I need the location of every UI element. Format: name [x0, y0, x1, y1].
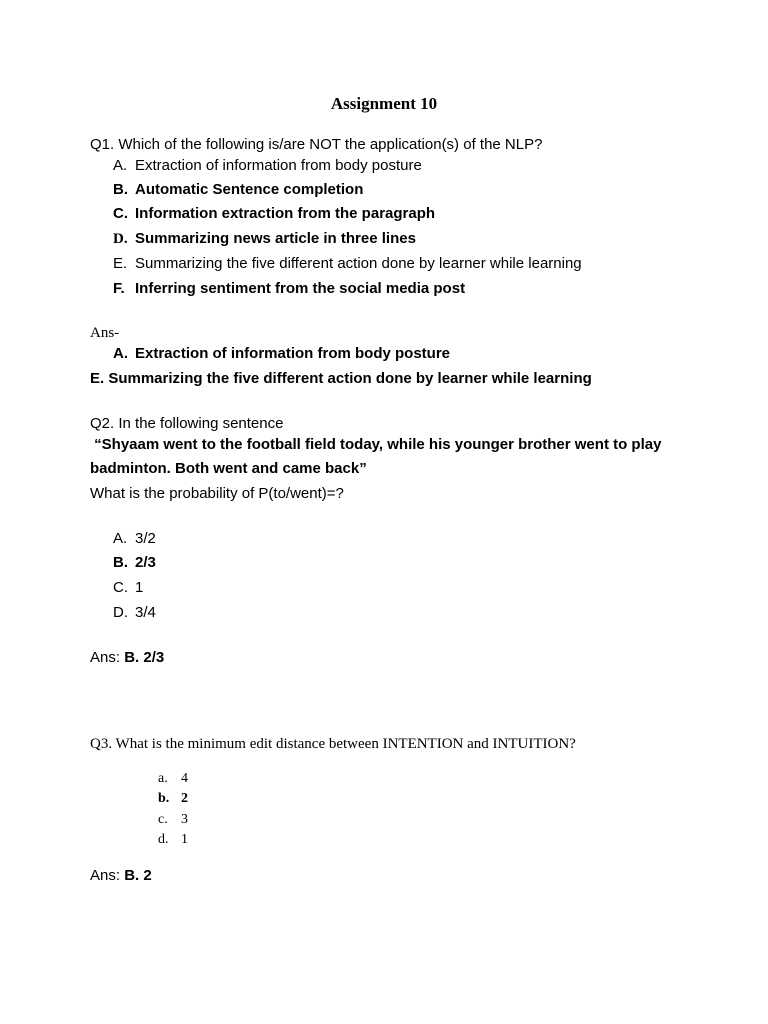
- q3-answer: [90, 867, 152, 885]
- q3-question: Q3. What is the minimum edit distance between INTENTION and INTUITION?: [90, 736, 576, 752]
- option-letter: D.: [113, 231, 128, 247]
- answer-label: Ans:: [90, 649, 125, 666]
- q1-option-a: [113, 157, 422, 175]
- option-letter: A.: [113, 157, 128, 174]
- option-text: 3: [181, 812, 188, 827]
- q3-option-d: [158, 831, 188, 848]
- option-text: 4: [181, 771, 188, 786]
- option-letter: C.: [113, 205, 128, 222]
- q3-option-a: [158, 770, 188, 787]
- option-letter: E.: [113, 255, 128, 272]
- option-letter: D.: [113, 604, 128, 621]
- option-letter: c.: [158, 812, 168, 827]
- option-letter: a.: [158, 771, 168, 786]
- q1-question: Q1. Which of the following is/are NOT the application(s) of the NLP?: [90, 136, 543, 153]
- q1-option-e: [113, 255, 582, 273]
- option-letter: A.: [113, 530, 128, 547]
- answer-label: Ans:: [90, 867, 125, 884]
- option-text: 3/4: [135, 604, 156, 621]
- q3-option-c: [158, 811, 188, 828]
- option-text: Summarizing the five different action done by learner while learning: [135, 255, 582, 272]
- q1-option-d: [113, 230, 416, 248]
- q3-option-b: [158, 790, 188, 807]
- q2-question: Q2. In the following sentence: [90, 415, 284, 432]
- option-text: 3/2: [135, 530, 156, 547]
- q2-option-b: [113, 554, 156, 572]
- q2-option-c: [113, 579, 143, 597]
- q2-answer: [90, 649, 164, 667]
- q1-answer-line2: E. Summarizing the five different action done by learner while learning: [90, 370, 592, 387]
- assignment-title: Assignment 10: [330, 94, 438, 113]
- option-letter: B.: [113, 181, 128, 198]
- option-text: 1: [135, 579, 144, 596]
- option-letter: B.: [113, 554, 128, 571]
- q1-answer-line1: [113, 345, 450, 363]
- option-text: Automatic Sentence completion: [135, 181, 364, 198]
- option-text: 2: [181, 791, 188, 806]
- option-letter: F.: [113, 280, 125, 297]
- answer-letter: A.: [113, 345, 128, 362]
- q1-option-f: [113, 280, 465, 298]
- answer-text: Extraction of information from body posture: [135, 345, 451, 362]
- option-letter: C.: [113, 579, 128, 596]
- q2-option-d: [113, 604, 156, 622]
- option-text: 2/3: [135, 554, 156, 571]
- option-letter: b.: [158, 791, 170, 806]
- q2-sentence-line1: “Shyaam went to the football field today, while his younger brother went to play: [90, 436, 662, 453]
- option-text: Inferring sentiment from the social media post: [135, 280, 466, 297]
- q1-option-c: [113, 205, 435, 223]
- option-text: Information extraction from the paragraph: [135, 205, 436, 222]
- answer-value: B. 2/3: [124, 649, 165, 666]
- q2-option-a: [113, 530, 156, 548]
- q1-answer-label: Ans-: [90, 325, 120, 341]
- option-text: 1: [181, 832, 188, 847]
- q2-prompt: What is the probability of P(to/went)=?: [90, 485, 344, 502]
- option-letter: d.: [158, 832, 169, 847]
- answer-value: B. 2: [124, 867, 152, 884]
- q1-option-b: [113, 181, 363, 199]
- option-text: Summarizing news article in three lines: [135, 230, 416, 247]
- option-text: Extraction of information from body posture: [135, 157, 422, 174]
- q2-sentence-line2: badminton. Both went and came back”: [90, 460, 367, 477]
